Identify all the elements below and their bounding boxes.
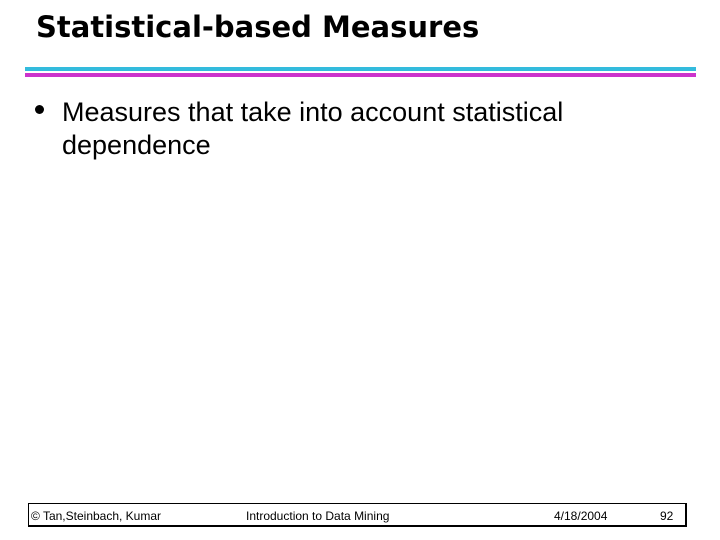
slide-title: Statistical-based Measures xyxy=(36,10,480,44)
bullet-text: Measures that take into account statistical dependence xyxy=(62,97,564,160)
slide-footer xyxy=(28,503,687,527)
footer-course-title: Introduction to Data Mining xyxy=(246,509,390,523)
bullet-item xyxy=(35,96,655,162)
bullet-dot-icon xyxy=(35,105,44,114)
title-rule-top xyxy=(25,67,696,71)
footer-copyright: © Tan,Steinbach, Kumar xyxy=(31,509,162,523)
title-rule-bottom xyxy=(25,73,696,77)
footer-page-number: 92 xyxy=(660,509,674,523)
footer-date: 4/18/2004 xyxy=(554,509,608,523)
